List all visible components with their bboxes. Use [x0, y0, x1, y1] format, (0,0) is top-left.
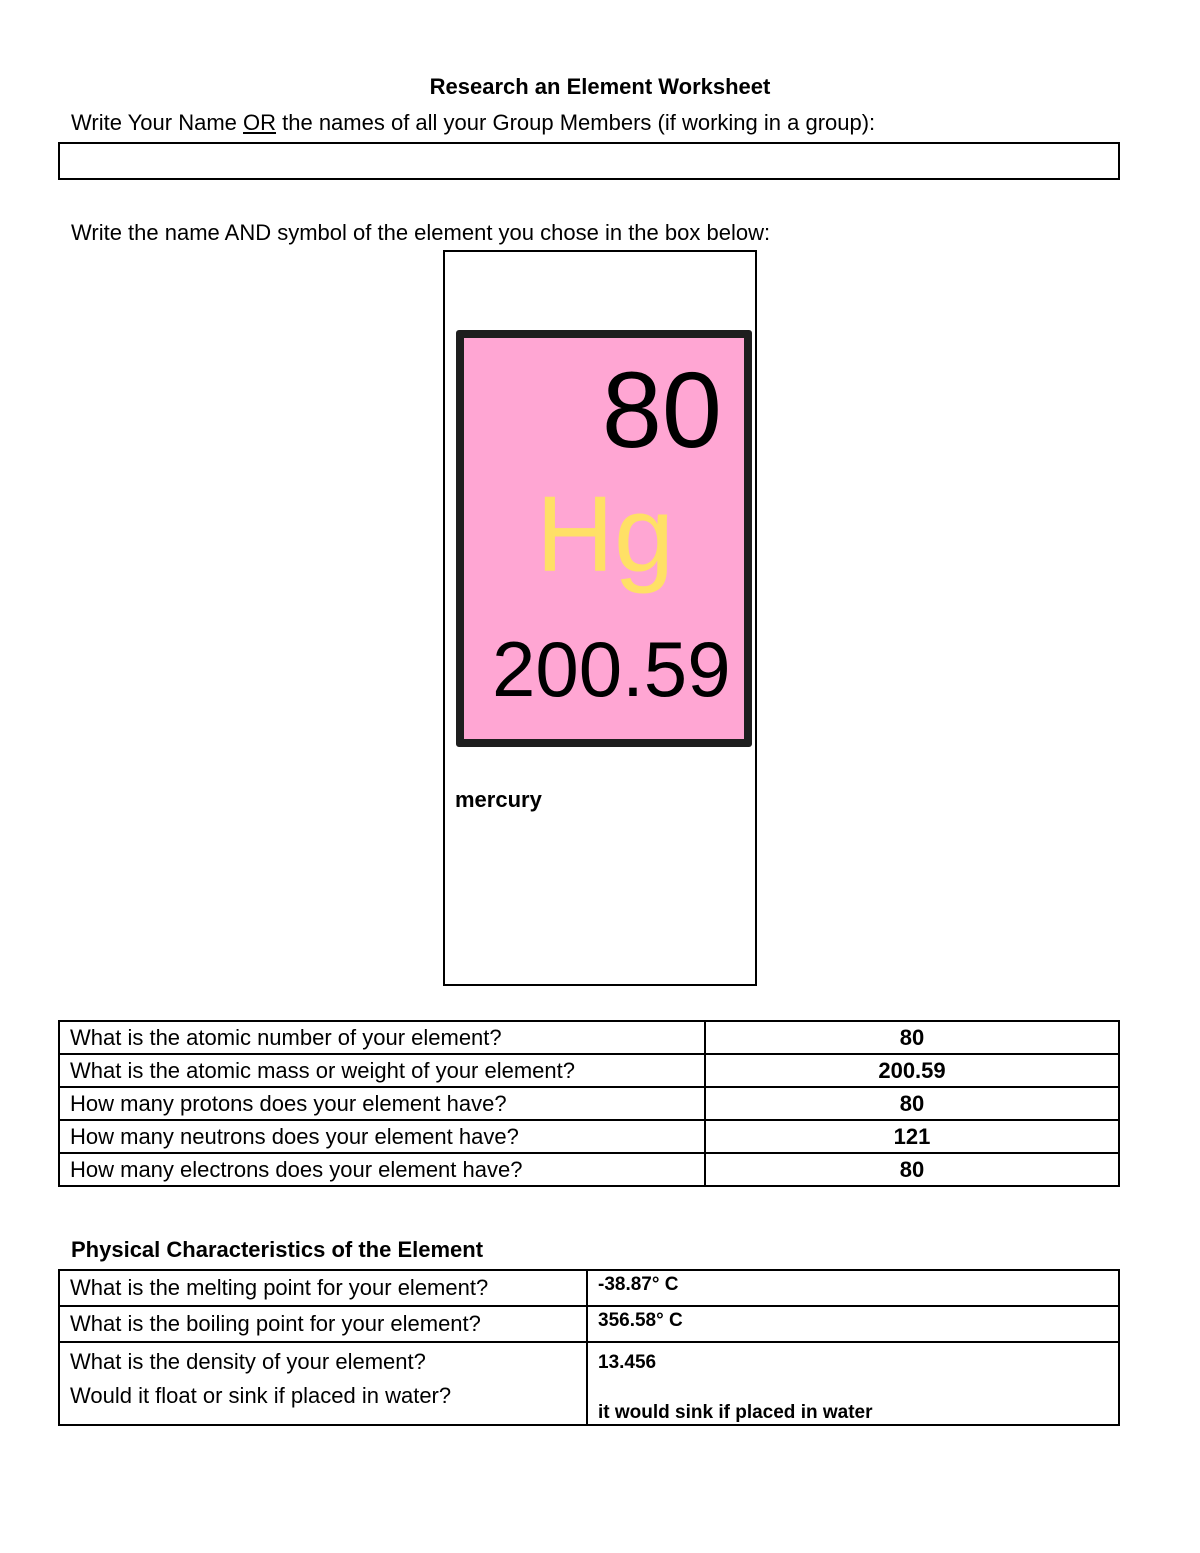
element-name: mercury	[455, 787, 542, 812]
question-cell: What is the atomic mass or weight of your element?	[59, 1054, 705, 1087]
density-answer: 13.456	[598, 1352, 657, 1373]
answer-cell[interactable]: 121	[705, 1120, 1119, 1153]
tile-symbol: Hg	[536, 473, 675, 594]
element-tile	[456, 330, 752, 747]
name-prompt-before: Write Your Name	[71, 110, 244, 135]
name-prompt-or: OR	[243, 110, 277, 135]
float-sink-question: Would it float or sink if placed in water?	[70, 1383, 452, 1408]
float-sink-answer: it would sink if placed in water	[598, 1402, 873, 1423]
question-cell: How many neutrons does your element have?	[59, 1120, 705, 1153]
answer-cell[interactable]: 80	[705, 1087, 1119, 1120]
answer-cell[interactable]: 356.58° C	[587, 1306, 1119, 1342]
basic-info-table	[58, 1020, 1120, 1187]
question-cell: What is the melting point for your element?	[59, 1270, 587, 1306]
name-prompt-after: the names of all your Group Members (if working in a group):	[276, 110, 876, 135]
question-cell	[59, 1342, 587, 1425]
answer-cell[interactable]: 80	[705, 1021, 1119, 1054]
name-field[interactable]	[58, 142, 1120, 180]
tile-atomic-number: 80	[601, 349, 722, 470]
tile-atomic-mass: 200.59	[492, 625, 731, 713]
table-row	[59, 1021, 1119, 1054]
question-cell: What is the atomic number of your element?	[59, 1021, 705, 1054]
answer-cell[interactable]: 200.59	[705, 1054, 1119, 1087]
answer-cell[interactable]	[587, 1342, 1119, 1425]
table-row	[59, 1087, 1119, 1120]
answer-cell[interactable]: 80	[705, 1153, 1119, 1186]
table-row	[59, 1270, 1119, 1306]
table-row	[59, 1306, 1119, 1342]
question-cell: How many electrons does your element have?	[59, 1153, 705, 1186]
physical-table	[58, 1269, 1120, 1426]
answer-cell[interactable]: -38.87° C	[587, 1270, 1119, 1306]
table-row	[59, 1054, 1119, 1087]
element-prompt: Write the name AND symbol of the element you chose in the box below:	[71, 220, 771, 245]
table-row	[59, 1120, 1119, 1153]
name-prompt	[71, 110, 875, 136]
physical-heading: Physical Characteristics of the Element	[71, 1237, 484, 1262]
question-cell: What is the boiling point for your element?	[59, 1306, 587, 1342]
question-cell: How many protons does your element have?	[59, 1087, 705, 1120]
table-row	[59, 1342, 1119, 1425]
density-question: What is the density of your element?	[70, 1349, 426, 1374]
worksheet-title: Research an Element Worksheet	[429, 74, 771, 99]
table-row	[59, 1153, 1119, 1186]
